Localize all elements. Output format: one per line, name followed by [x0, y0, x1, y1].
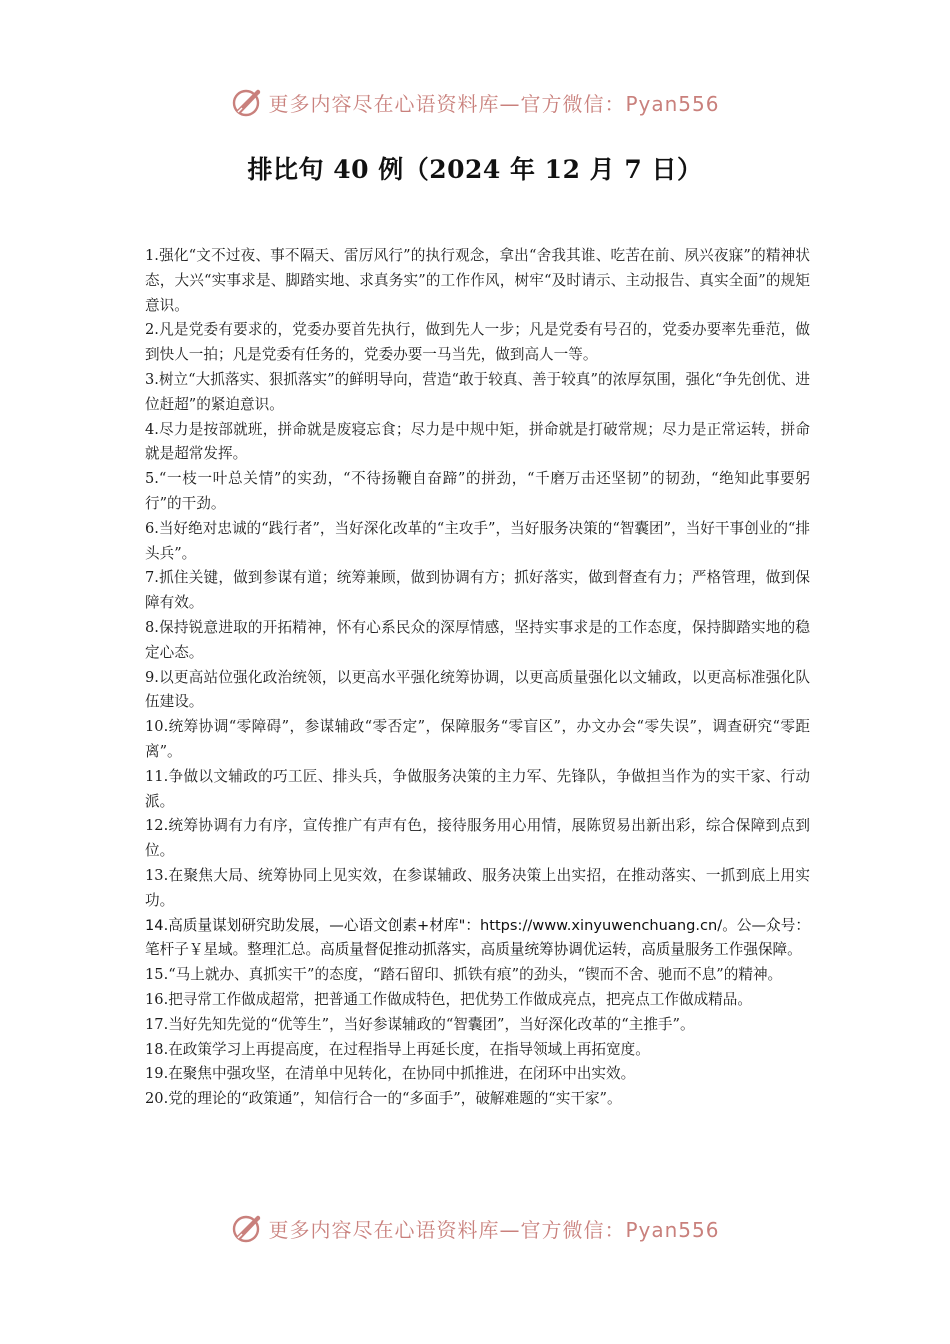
- paragraph: 7.抓住关键，做到参谋有道；统筹兼顾，做到协调有方；抓好落实，做到督查有力；严格管理，做到保障有效。: [145, 569, 810, 612]
- paragraph: 17.当好先知先觉的“优等生”，当好参谋辅政的“智囊团”，当好深化改革的“主推手”。: [145, 1015, 695, 1033]
- page-title: 排比句 40 例（2024 年 12 月 7 日）: [247, 155, 703, 184]
- header-banner: [0, 82, 950, 122]
- paragraph: 19.在聚焦中强攻坚，在清单中见转化，在协同中抓推进，在闭环中出实效。: [145, 1065, 636, 1083]
- paragraph: 10.统筹协调“零障碍”，参谋辅政“零否定”，保障服务“零盲区”，办文办会“零失误”，调查研究“零距离”。: [145, 718, 810, 760]
- paragraph-watermark-promo: 14.高质量谋划研究助发展，—心语文创素+材库"：https://www.xinyuwenchuang.cn/。公—众号：笔杆子￥星域。整理汇总。高质量督促推动抓落实，高质量统筹协调优运转，高质量服务工作强保障。: [145, 916, 810, 959]
- paragraph: 16.把寻常工作做成超常，把普通工作做成特色，把优势工作做成亮点，把亮点工作做成精品。: [145, 990, 752, 1008]
- paragraph: 4.尽力是按部就班，拼命就是废寝忘食；尽力是中规中矩，拼命就是打破常规；尽力是正常运转，拼命就是超常发挥。: [145, 420, 810, 463]
- pen-logo-icon: [230, 85, 264, 119]
- pen-logo-icon: [230, 1211, 264, 1245]
- paragraph: 12.统筹协调有力有序，宣传推广有声有色，接待服务用心用情，展陈贸易出新出彩，综合保障到点到位。: [145, 817, 810, 860]
- paragraph: 1.强化“文不过夜、事不隔天、雷厉风行”的执行观念，拿出“舍我其谁、吃苦在前、夙兴夜寐”的精神状态，大兴“实事求是、脚踏实地、求真务实”的工作作风，树牢“及时请示、主动报告、真实全面”的规矩意识。: [145, 247, 810, 314]
- paragraph: 8.保持锐意进取的开拓精神，怀有心系民众的深厚情感，坚持实事求是的工作态度，保持脚踏实地的稳定心态。: [145, 618, 810, 661]
- paragraph: 13.在聚焦大局、统筹协同上见实效，在参谋辅政、服务决策上出实招，在推动落实、一抓到底上用实功。: [145, 866, 810, 909]
- paragraph: 3.树立“大抓落实、狠抓落实”的鲜明导向，营造“敢于较真、善于较真”的浓厚氛围，强化“争先创优、进位赶超”的紧迫意识。: [145, 370, 810, 413]
- banner-text: 更多内容尽在心语资料库—官方微信：Pyan556: [268, 91, 720, 116]
- paragraph: 9.以更高站位强化政治统领，以更高水平强化统筹协调，以更高质量强化以文辅政，以更高标准强化队伍建设。: [145, 668, 810, 711]
- paragraph: 6.当好绝对忠诚的“践行者”，当好深化改革的“主攻手”，当好服务决策的“智囊团”，当好干事创业的“排头兵”。: [145, 519, 810, 562]
- document-body: [145, 244, 810, 1112]
- paragraph: 5.“一枝一叶总关情”的实劲，“不待扬鞭自奋蹄”的拼劲，“千磨万击还坚韧”的韧劲，“绝知此事要躬行”的干劲。: [145, 470, 810, 512]
- paragraph: 11.争做以文辅政的巧工匠、排头兵，争做服务决策的主力军、先锋队，争做担当作为的实干家、行动派。: [145, 767, 810, 810]
- paragraph: 18.在政策学习上再提高度，在过程指导上再延长度，在指导领域上再拓宽度。: [145, 1040, 650, 1058]
- paragraph: 20.党的理论的“政策通”，知信行合一的“多面手”，破解难题的“实干家”。: [145, 1090, 622, 1108]
- banner-text: 更多内容尽在心语资料库—官方微信：Pyan556: [268, 1217, 720, 1242]
- footer-banner: [0, 1208, 950, 1248]
- paragraph: 15.“马上就办、真抓实干”的态度，“踏石留印、抓铁有痕”的劲头，“锲而不舍、驰而不息”的精神。: [145, 966, 783, 984]
- paragraph: 2.凡是党委有要求的，党委办要首先执行，做到先人一步；凡是党委有号召的，党委办要率先垂范，做到快人一拍；凡是党委有任务的，党委办要一马当先，做到高人一等。: [145, 321, 810, 364]
